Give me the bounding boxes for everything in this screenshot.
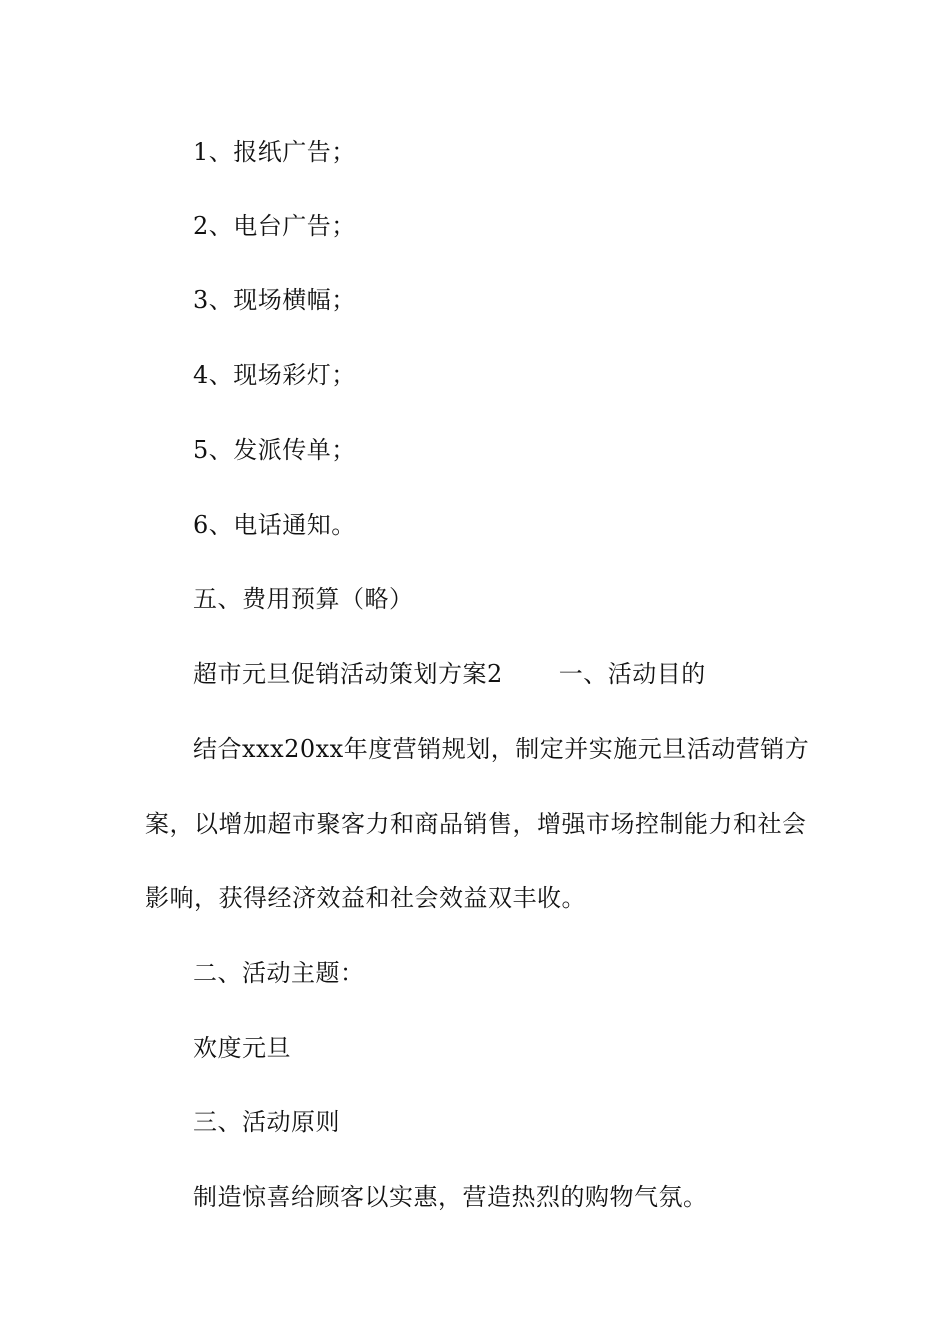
paragraph-line: 影响，获得经济效益和社会效益双丰收。 (145, 884, 586, 912)
list-item: 1、报纸广告； (193, 138, 356, 166)
section-heading-budget: 五、费用预算（略） (193, 585, 414, 613)
plan-title: 超市元旦促销活动策划方案2 (193, 660, 503, 688)
paragraph-line: 结合xxx20xx年度营销规划，制定并实施元旦活动营销方 (193, 735, 810, 763)
list-item: 6、电话通知。 (193, 511, 356, 539)
list-item: 3、现场横幅； (193, 286, 356, 314)
list-item: 4、现场彩灯； (193, 361, 356, 389)
section-heading-theme: 二、活动主题： (193, 959, 365, 987)
principle-text: 制造惊喜给顾客以实惠，营造热烈的购物气氛。 (193, 1183, 708, 1211)
list-item: 2、电台广告； (193, 212, 356, 240)
theme-text: 欢度元旦 (193, 1034, 291, 1062)
list-item: 5、发派传单； (193, 436, 356, 464)
section-heading-purpose: 一、活动目的 (558, 660, 706, 688)
paragraph-line: 案，以增加超市聚客力和商品销售，增强市场控制能力和社会 (145, 810, 807, 838)
plan-title-line (193, 659, 706, 689)
section-heading-principle: 三、活动原则 (193, 1108, 340, 1136)
